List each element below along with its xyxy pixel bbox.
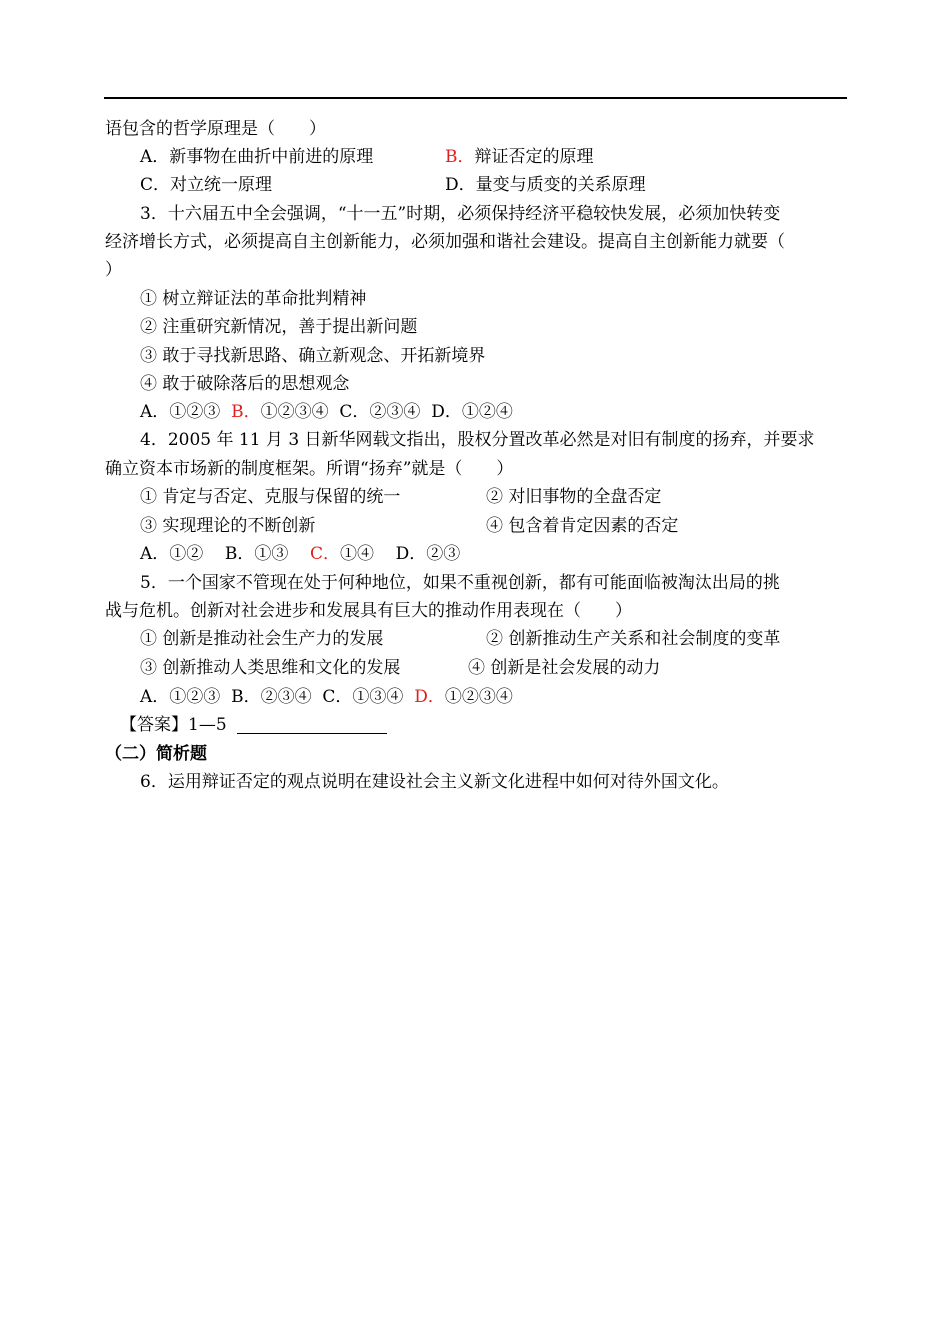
q4-items-row2 [140,514,679,538]
answer-blank[interactable] [237,715,387,734]
q2-options-row2 [140,173,646,197]
q5-items-row1 [140,627,781,651]
q3-item-3: ③ 敢于寻找新思路、确立新观念、开拓新境界 [140,346,486,366]
q5-item-1: ① 创新是推动社会生产力的发展 [140,629,384,649]
q5-option-d-letter: D． [414,687,445,707]
q2-option-b-letter: B． [445,147,475,167]
q2-option-d: D．量变与质变的关系原理 [445,175,646,195]
q4-option-d: D．②③ [395,544,461,564]
q5-items-row2 [140,656,661,680]
q4-item-2: ② 对旧事物的全盘否定 [486,487,662,507]
q4-item-3: ③ 实现理论的不断创新 [140,516,316,536]
q4-option-c-text: ①④ [340,544,375,564]
q5-item-4: ④ 创新是社会发展的动力 [468,658,661,678]
section-heading: （二）简析题 [105,744,207,764]
q4-items-row1 [140,485,662,509]
q4-line1: 4．2005 年 11 月 3 日新华网载文指出，股权分置改革必然是对旧有制度的扬弃，并要求 [140,430,815,450]
header-rule [104,97,847,99]
q2-option-b [445,145,594,169]
q3-option-b-text: ①②③④ [260,402,329,422]
q5-option-b: B．②③④ [231,687,312,707]
q2-options-row1 [140,145,594,169]
q3-option-a: A．①②③ [140,402,221,422]
q5-option-d-text: ①②③④ [444,687,513,707]
answer-label: 【答案】1—5 [120,715,227,735]
q4-option-c-letter: C． [310,544,341,564]
q4-option-b: B．①③ [224,544,289,564]
q3-item-2: ② 注重研究新情况，善于提出新问题 [140,317,418,337]
q3-line2: 经济增长方式，必须提高自主创新能力，必须加强和谐社会建设。提高自主创新能力就要（ [105,232,785,252]
answer-line [120,713,387,737]
q5-line2: 战与危机。创新对社会进步和发展具有巨大的推动作用表现在（ ） [105,601,632,621]
q3-option-b-letter: B． [231,402,261,422]
q2-option-a: A．新事物在曲折中前进的原理 [140,147,374,167]
q3-options [140,400,513,424]
q5-option-a: A．①②③ [140,687,221,707]
q3-item-4: ④ 敢于破除落后的思想观念 [140,374,350,394]
q4-option-a: A．①② [140,544,204,564]
q5-item-3: ③ 创新推动人类思维和文化的发展 [140,658,401,678]
q4-line2: 确立资本市场新的制度框架。所谓“扬弃”就是（ ） [105,459,514,479]
q4-item-4: ④ 包含着肯定因素的否定 [486,516,679,536]
q3-option-d: D．①②④ [431,402,513,422]
q2-option-b-text: 辩证否定的原理 [474,147,594,167]
q5-line1: 5．一个国家不管现在处于何种地位，如果不重视创新，都有可能面临被淘汰出局的挑 [140,573,780,593]
q3-item-1: ① 树立辩证法的革命批判精神 [140,289,367,309]
q4-options [140,542,460,566]
q4-item-1: ① 肯定与否定、克服与保留的统一 [140,487,401,507]
q2-stem: 语包含的哲学原理是（ ） [105,119,326,139]
q5-item-2: ② 创新推动生产关系和社会制度的变革 [486,629,781,649]
q6-text: 6．运用辩证否定的观点说明在建设社会主义新文化进程中如何对待外国文化。 [140,772,729,792]
q3-line3: ） [105,260,122,280]
q3-line1: 3．十六届五中全会强调，“十一五”时期，必须保持经济平稳较快发展，必须加快转变 [140,204,781,224]
q2-option-c: C．对立统一原理 [140,175,273,195]
q5-options [140,685,513,709]
q5-option-c: C．①③④ [322,687,404,707]
q3-option-c: C．②③④ [339,402,421,422]
